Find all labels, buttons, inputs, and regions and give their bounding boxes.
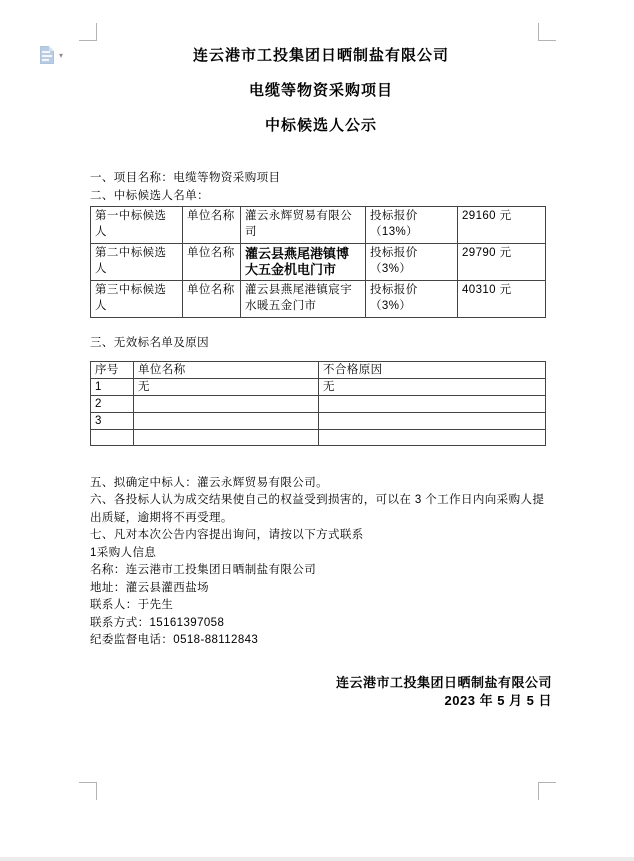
purchaser-supervision-phone: 纪委监督电话：0518-88112843 <box>90 634 259 646</box>
invalid-bid-table <box>90 361 546 446</box>
header-serial: 序号 <box>91 361 134 378</box>
document-content <box>90 46 552 710</box>
page-title-company: 连云港市工投集团日晒制盐有限公司 <box>192 47 449 64</box>
page-title-announcement: 中标候选人公示 <box>264 117 377 134</box>
doc-line <box>42 55 52 57</box>
signature-company: 连云港市工投集团日晒制盐有限公司 <box>335 674 552 690</box>
bid-amount-cell: 40310 元 <box>458 281 546 318</box>
doc-line <box>42 59 49 61</box>
bid-label-cell: 投标报价（13%） <box>366 207 458 244</box>
signature-block <box>90 674 552 710</box>
section-1-project-name: 一、项目名称：电缆等物资采购项目 <box>90 172 281 184</box>
candidate-rank-cell: 第二中标候选人 <box>91 244 183 281</box>
section-5-winner: 五、拟确定中标人：灌云永辉贸易有限公司。 <box>90 476 328 489</box>
margin-crop-mark-top-right <box>538 23 556 41</box>
section-2-candidate-list-heading: 二、中标候选人名单： <box>90 189 209 202</box>
bid-label-cell: 投标报价（3%） <box>366 281 458 318</box>
bid-amount-cell: 29160 元 <box>458 207 546 244</box>
header-unit-name: 单位名称 <box>134 361 319 378</box>
purchaser-info-heading: 1采购人信息 <box>90 546 157 559</box>
table-row <box>91 412 546 429</box>
header-reason: 不合格原因 <box>319 361 546 378</box>
section-7-inquiry: 七、凡对本次公告内容提出询问，请按以下方式联系 <box>90 529 364 541</box>
unit-name-cell: 无 <box>134 378 319 395</box>
bid-label-cell: 投标报价（3%） <box>366 244 458 281</box>
table-header-row <box>91 361 546 378</box>
unit-label-cell: 单位名称 <box>183 281 241 318</box>
purchaser-name: 名称：连云港市工投集团日晒制盐有限公司 <box>90 564 317 576</box>
chevron-down-icon[interactable]: ▾ <box>59 51 64 60</box>
margin-crop-mark-top-left <box>79 23 97 41</box>
purchaser-contact-person: 联系人：于先生 <box>90 599 174 611</box>
paste-options-widget[interactable] <box>40 46 74 68</box>
candidate-rank-cell: 第三中标候选人 <box>91 281 183 318</box>
bid-amount-cell: 29790 元 <box>458 244 546 281</box>
paste-options-icon[interactable] <box>40 46 54 64</box>
table-row <box>91 207 546 244</box>
page-bottom-edge <box>0 857 634 861</box>
margin-crop-mark-bottom-right <box>538 782 556 800</box>
unit-name-cell <box>134 395 319 412</box>
table-row <box>91 429 546 445</box>
candidate-rank-cell: 第一中标候选人 <box>91 207 183 244</box>
company-cell: 灌云永辉贸易有限公司 <box>241 207 366 244</box>
table-row <box>91 378 546 395</box>
page-title-project: 电缆等物资采购项目 <box>248 82 393 99</box>
margin-crop-mark-bottom-left <box>79 782 97 800</box>
section-3-invalid-heading: 三、无效标名单及原因 <box>90 337 209 349</box>
purchaser-contact-phone: 联系方式：15161397058 <box>90 616 225 629</box>
purchaser-address: 地址：灌云县灌西盐场 <box>90 581 209 594</box>
company-cell: 灌云县燕尾港镇博大五金机电门市 <box>241 244 366 281</box>
section-project <box>90 170 552 205</box>
serial-cell: 2 <box>91 395 134 412</box>
unit-label-cell: 单位名称 <box>183 244 241 281</box>
table-row <box>91 281 546 318</box>
candidate-table <box>90 206 546 318</box>
table-row <box>91 244 546 281</box>
reason-cell <box>319 429 546 445</box>
signature-date: 2023 年 5 月 5 日 <box>444 692 552 708</box>
unit-name-cell <box>134 429 319 445</box>
unit-name-cell <box>134 412 319 429</box>
serial-cell: 3 <box>91 412 134 429</box>
unit-label-cell: 单位名称 <box>183 207 241 244</box>
doc-line <box>42 51 50 53</box>
reason-cell <box>319 395 546 412</box>
reason-cell: 无 <box>319 378 546 395</box>
company-cell: 灌云县燕尾港镇宸宇水暖五金门市 <box>241 281 366 318</box>
section-6-objection: 六、各投标人认为成交结果使自己的权益受到损害的，可以在 3 个工作日内向采购人提出质疑，逾期将不再受理。 <box>90 494 545 524</box>
reason-cell <box>319 412 546 429</box>
serial-cell <box>91 429 134 445</box>
notes-and-contact-block <box>90 475 552 650</box>
serial-cell: 1 <box>91 378 134 395</box>
table-row <box>91 395 546 412</box>
